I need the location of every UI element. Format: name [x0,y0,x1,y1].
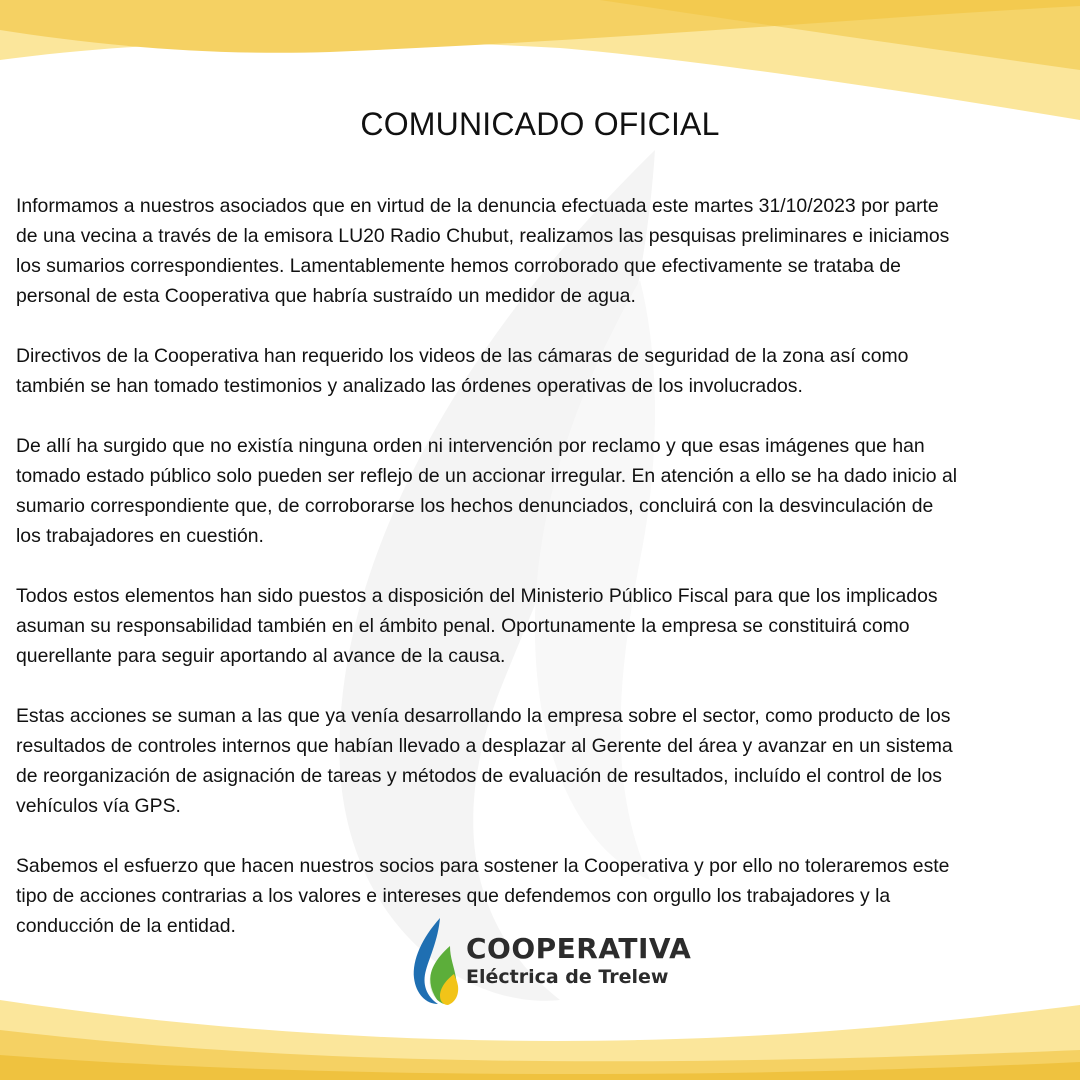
communique-body [16,191,1068,971]
paragraph: De allí ha surgido que no existía ninguna orden ni intervención por reclamo y que esas imágenes que han tomado estado público solo pueden ser reflejo de un accionar irregular. En atención a ello se ha dado inicio al sumario correspondiente que, de corroborarse los hechos denunciados, concluirá con la desvinculación de los trabajadores en cuestión. [16,435,958,547]
logo-name: COOPERATIVA [466,932,692,965]
cooperative-logo [410,916,692,1008]
paragraph: Informamos a nuestros asociados que en virtud de la denuncia efectuada este martes 31/10/2023 por parte de una vecina a través de la emisora LU20 Radio Chubut, realizamos las pesquisas preliminares e iniciamos los sumarios correspondientes. Lamentablemente hemos corroborado que efectivamente se trataba de personal de esta Cooperativa que habría sustraído un medidor de agua. [16,195,950,307]
flame-drop-logo-icon [410,916,460,1006]
paragraph: Directivos de la Cooperativa han requerido los videos de las cámaras de seguridad de la zona así como también se han tomado testimonios y analizado las órdenes operativas de los involucrados. [16,345,909,397]
logo-subtitle: Eléctrica de Trelew [466,966,669,988]
paragraph: Sabemos el esfuerzo que hacen nuestros socios para sostener la Cooperativa y por ello no toleraremos este tipo de acciones contrarias a los valores e intereses que defendemos con orgullo los trabajadores y la conducción de la entidad. [16,855,950,937]
paragraph: Todos estos elementos han sido puestos a disposición del Ministerio Público Fiscal para que los implicados asuman su responsabilidad también en el ámbito penal. Oportunamente la empresa se constituirá como querellante para seguir aportando al avance de la causa. [16,585,938,667]
page-title: COMUNICADO OFICIAL [360,106,720,142]
paragraph: Estas acciones se suman a las que ya venía desarrollando la empresa sobre el sector, como producto de los resultados de controles internos que habían llevado a desplazar al Gerente del área y avanzar en un sistema de reorganización de asignación de tareas y métodos de evaluación de resultados, incluído el control de los vehículos vía GPS. [16,705,953,817]
